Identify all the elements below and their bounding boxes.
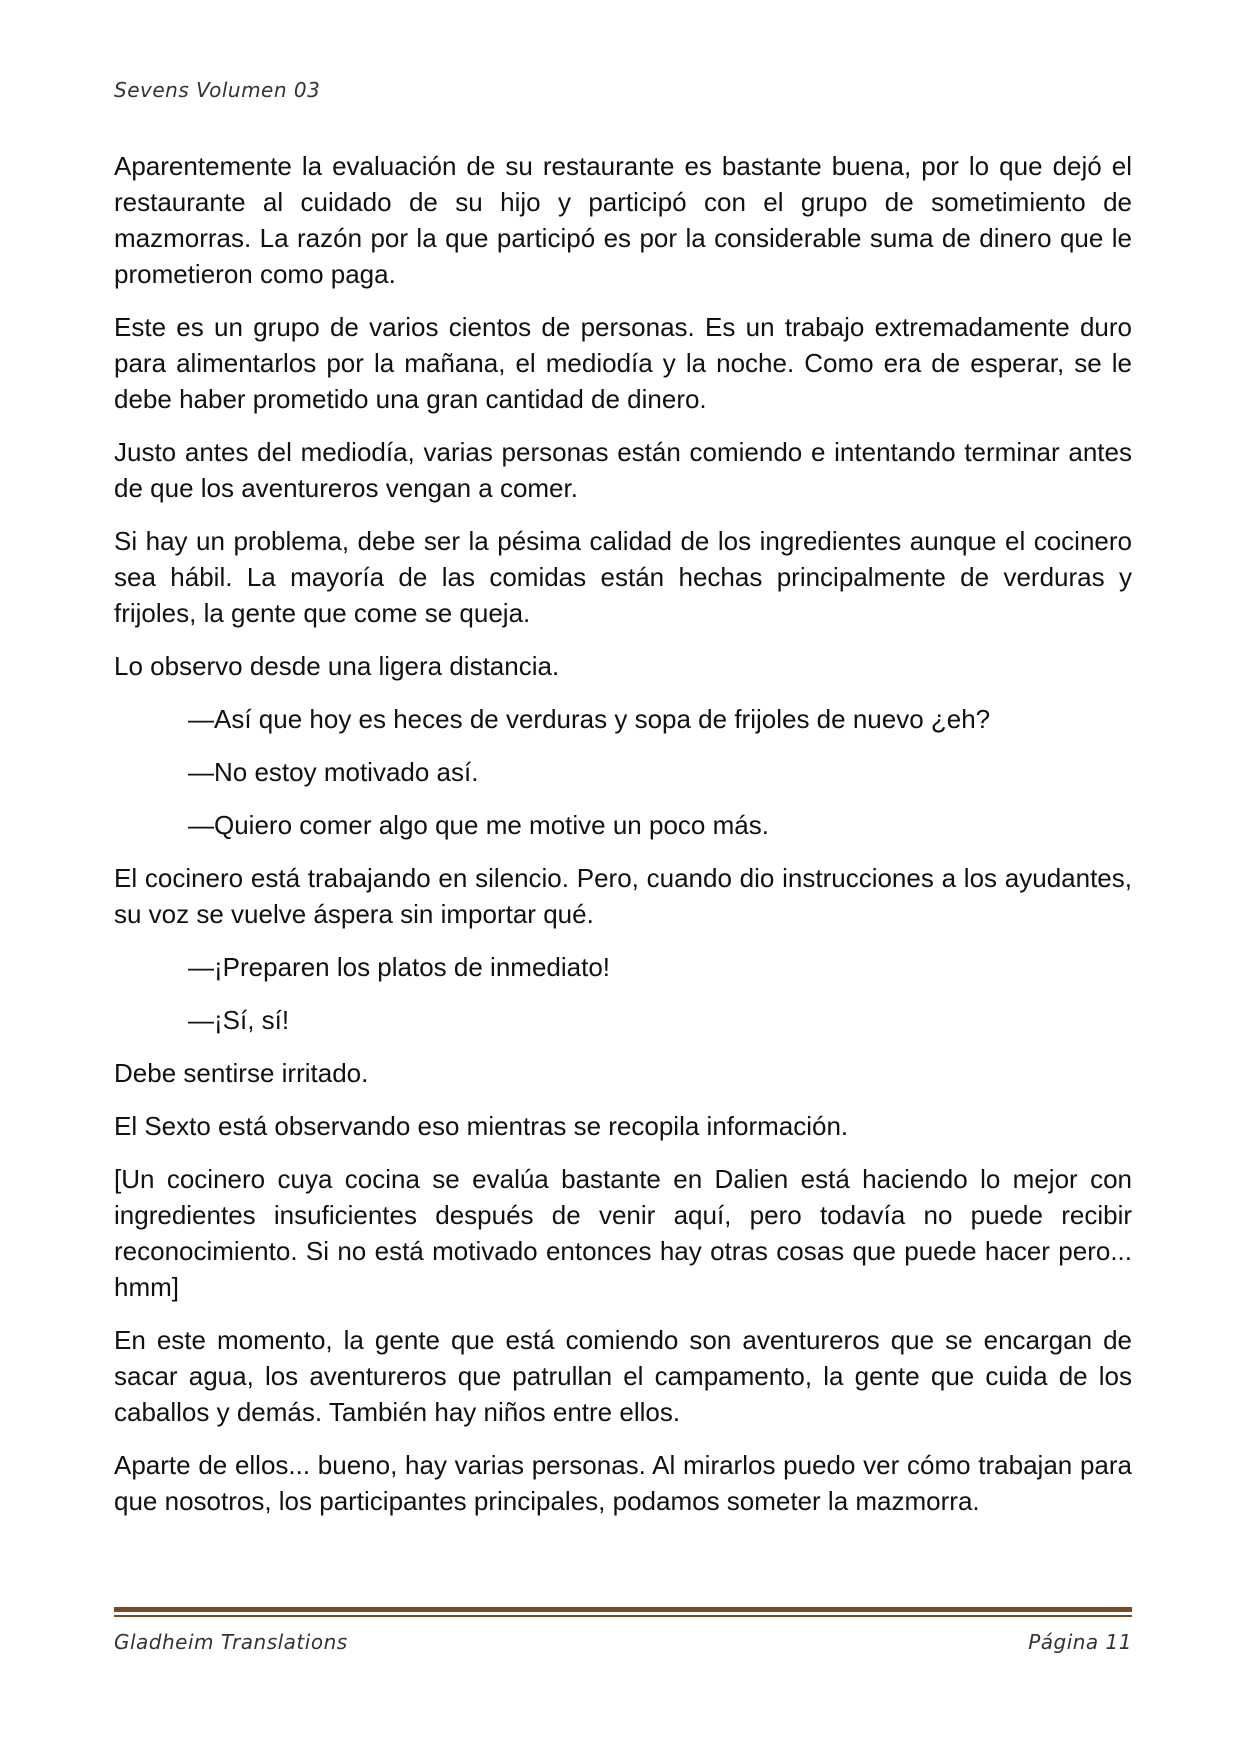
dialogue-line: —Así que hoy es heces de verduras y sopa de frijoles de nuevo ¿eh? — [188, 704, 991, 734]
paragraph: Este es un grupo de varios cientos de personas. Es un trabajo extremadamente duro para alimentarlos por la mañana, el mediodía y la noche. Como era de esperar, se le debe haber prometido una gran cantidad de dinero. — [114, 312, 1132, 414]
dialogue-line: —Quiero comer algo que me motive un poco más. — [188, 810, 769, 840]
paragraph: En este momento, la gente que está comiendo son aventureros que se encargan de sacar agua, los aventureros que patrullan el campamento, la gente que cuida de los caballos y demás. También hay niños entre ellos. — [114, 1325, 1132, 1427]
paragraph: Aparte de ellos... bueno, hay varias personas. Al mirarlos puedo ver cómo trabajan para que nosotros, los participantes principales, podamos someter la mazmorra. — [114, 1450, 1132, 1516]
dialogue-line: —¡Preparen los platos de inmediato! — [188, 952, 611, 982]
paragraph: Lo observo desde una ligera distancia. — [114, 651, 560, 681]
paragraph: El Sexto está observando eso mientras se recopila información. — [114, 1111, 849, 1141]
paragraph: Debe sentirse irritado. — [114, 1058, 369, 1088]
paragraph: [Un cocinero cuya cocina se evalúa bastante en Dalien está haciendo lo mejor con ingredientes insuficientes después de venir aquí, pero todavía no puede recibir reconocimiento. Si no está motivado entonces hay otras cosas que puede hacer pero... hmm] — [114, 1164, 1132, 1302]
running-header: Sevens Volumen 03 — [114, 78, 321, 102]
paragraph: Justo antes del mediodía, varias personas están comiendo e intentando terminar antes de que los aventureros vengan a comer. — [114, 437, 1132, 503]
paragraph: Aparentemente la evaluación de su restaurante es bastante buena, por lo que dejó el restaurante al cuidado de su hijo y participó con el grupo de sometimiento de mazmorras. La razón por la que participó es por la considerable suma de dinero que le prometieron como paga. — [114, 151, 1132, 289]
dialogue-line: —No estoy motivado así. — [188, 757, 479, 787]
dialogue-line: —¡Sí, sí! — [188, 1005, 290, 1035]
footer-credit: Gladheim Translations — [114, 1630, 348, 1654]
paragraph: El cocinero está trabajando en silencio. Pero, cuando dio instrucciones a los ayudantes, su voz se vuelve áspera sin importar qué. — [114, 863, 1132, 929]
paragraph: Si hay un problema, debe ser la pésima calidad de los ingredientes aunque el cocinero sea hábil. La mayoría de las comidas están hechas principalmente de verduras y frijoles, la gente que come se queja. — [114, 526, 1132, 628]
footer-divider-thin — [114, 1615, 1132, 1617]
page-number: Página 11 — [1028, 1630, 1132, 1654]
body-text — [114, 148, 1132, 1536]
footer-divider-thick — [114, 1607, 1132, 1612]
